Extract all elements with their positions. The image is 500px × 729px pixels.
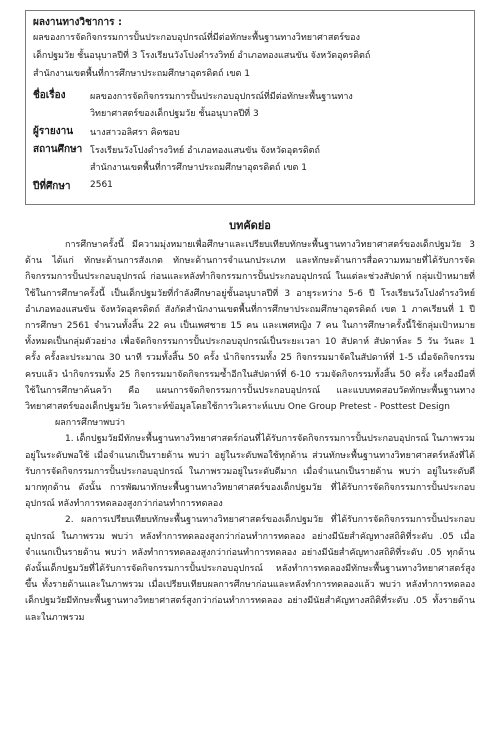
summary-title: ผลงานทางวิชาการ : bbox=[33, 17, 122, 28]
school-line-2: สำนักงานเขตพื้นที่การศึกษาประถมศึกษาอุตรดิตถ์ เขต 1 bbox=[90, 163, 307, 173]
result-paragraph-1: 1. เด็กปฐมวัยมีทักษะพื้นฐานทางวิทยาศาสตร์ก่อนที่ได้รับการจัดกิจกรรมการปั้นประกอบอุปกรณ์ ในภาพรวมอยู่ในระดับพอใช้ เมื่อจำแนกเป็นรายด้าน พบว่า อยู่ในระดับพอใช้ทุกด้าน ส่วนทักษะพื้นฐานทางวิทยาศาสตร์หลังที่ได้รับการจัดกิจกรรมการปั้นประกอบอุปกรณ์ ในภาพรวมอยู่ในระดับดีมาก เมื่อจำแนกเป็นรายด้าน พบว่า อยู่ในระดับดีมากทุกด้าน ดังนั้น การพัฒนาทักษะพื้นฐานทางวิทยาศาสตร์ของเด็กปฐมวัย ที่ได้รับการจัดกิจกรรมการปั้นประกอบอุปกรณ์ หลังทำการทดลองสูงกว่าก่อนทำการทดลอง bbox=[25, 434, 475, 510]
school-line-1: โรงเรียนวังโปงดำรงวิทย์ อำเภอทองแสนขัน จังหวัดอุตรดิตถ์ bbox=[90, 146, 320, 156]
author-value: นางสาวอลิศรา คิดชอบ bbox=[90, 128, 180, 138]
topic-line-1: ผลของการจัดกิจกรรมการปั้นประกอบอุปกรณ์ที่มีต่อทักษะพื้นฐานทาง bbox=[90, 92, 353, 102]
year-value: 2561 bbox=[90, 180, 113, 190]
abstract-title: บทคัดย่อ bbox=[229, 219, 271, 232]
abstract-body bbox=[25, 237, 475, 626]
abstract-paragraph: การศึกษาครั้งนี้ มีความมุ่งหมายเพื่อศึกษาและเปรียบเทียบทักษะพื้นฐานทางวิทยาศาสตร์ของเด็กปฐมวัย 3 ด้าน ได้แก่ ทักษะด้านการสังเกต ทักษะด้านการจำแนกประเภท และทักษะด้านการสื่อความหมายที่ได้รับการจัดกิจกรรมการปั้นประกอบอุปกรณ์ ก่อนและหลังทำกิจกรรมการปั้นประกอบอุปกรณ์ ในแต่ละช่วงสัปดาห์ กลุ่มเป้าหมายที่ใช้ในการศึกษาครั้งนี้ เป็นเด็กปฐมวัยที่กำลังศึกษาอยู่ชั้นอนุบาลปีที่ 3 อายุระหว่าง 5-6 ปี โรงเรียนวังโปงดำรงวิทย์ อำเภอทองแสนขัน จังหวัดอุตรดิตถ์ สังกัดสำนักงานเขตพื้นที่การศึกษาประถมศึกษาอุตรดิตถ์ เขต 1 ภาคเรียนที่ 1 ปีการศึกษา 2561 จำนวนทั้งสิ้น 22 คน เป็นเพศชาย 15 คน และเพศหญิง 7 คน ในการศึกษาครั้งนี้ใช้กลุ่มเป้าหมายทั้งหมดเป็นกลุ่มตัวอย่าง เพื่อจัดกิจกรรมการปั้นประกอบอุปกรณ์เป็นระยะเวลา 10 สัปดาห์ สัปดาห์ละ 5 วัน วันละ 1 ครั้ง ครั้งละประมาณ 30 นาที รวมทั้งสิ้น 50 ครั้ง นำกิจกรรมทั้ง 25 กิจกรรมมาจัดในสัปดาห์ที่ 1-5 เมื่อจัดกิจกรรมครบแล้ว นำกิจกรรมทั้ง 25 กิจกรรมมาจัดกิจกรรมซ้ำอีกในสัปดาห์ที่ 6-10 รวมจัดกิจกรรมทั้งสิ้น 50 ครั้ง เครื่องมือที่ใช้ในการศึกษาค้นคว้า คือ แผนการจัดกิจกรรมการปั้นประกอบอุปกรณ์ และแบบทดสอบวัดทักษะพื้นฐานทางวิทยาศาสตร์ของเด็กปฐมวัย วิเคราะห์ข้อมูลโดยใช้การวิเคราะห์แบบ One Group Pretest - Posttest Design bbox=[25, 240, 475, 413]
result-paragraph-2: 2. ผลการเปรียบเทียบทักษะพื้นฐานทางวิทยาศาสตร์ของเด็กปฐมวัย ที่ได้รับการจัดกิจกรรมการปั้นประกอบอุปกรณ์ ในภาพรวม พบว่า หลังทำการทดลองสูงกว่าก่อนทำการทดลอง อย่างมีนัยสำคัญทางสถิติที่ระดับ .05 เมื่อจำแนกเป็นรายด้าน พบว่า หลังทำการทดลองสูงกว่าก่อนทำการทดลอง อย่างมีนัยสำคัญทางสถิติที่ระดับ .05 ทุกด้าน ดังนั้นเด็กปฐมวัยที่ได้รับการจัดกิจกรรมการปั้นประกอบอุปกรณ์ หลังทำการทดลองมีทักษะพื้นฐานทางวิทยาศาสตร์สูงขึ้น ทั้งรายด้านและในภาพรวม เมื่อเปรียบเทียบผลการศึกษาก่อนและหลังทำการทดลองแล้ว พบว่า หลังทำการทดลองเด็กปฐมวัยมีทักษะพื้นฐานทางวิทยาศาสตร์สูงกว่าก่อนทำการทดลอง อย่างมีนัยสำคัญทางสถิติที่ระดับ .05 ทั้งรายด้านและในภาพรวม bbox=[25, 515, 475, 623]
summary-line-1: ผลของการจัดกิจกรรมการปั้นประกอบอุปกรณ์ที่มีต่อทักษะพื้นฐานทางวิทยาศาสตร์ของ bbox=[33, 33, 360, 43]
summary-line-2: เด็กปฐมวัย ชั้นอนุบาลปีที่ 3 โรงเรียนวังโปงดำรงวิทย์ อำเภอทองแสนขัน จังหวัดอุตรดิตถ์ bbox=[33, 51, 371, 61]
school-label: สถานศึกษา bbox=[33, 144, 83, 155]
year-label: ปีที่ศึกษา bbox=[33, 181, 71, 192]
topic-line-2: วิทยาศาสตร์ของเด็กปฐมวัย ชั้นอนุบาลปีที่ 3 bbox=[90, 109, 259, 119]
topic-label: ชื่อเรื่อง bbox=[33, 90, 66, 101]
results-heading: ผลการศึกษาพบว่า bbox=[55, 418, 126, 429]
summary-line-3: สำนักงานเขตพื้นที่การศึกษาประถมศึกษาอุตรดิตถ์ เขต 1 bbox=[33, 69, 250, 79]
author-label: ผู้รายงาน bbox=[33, 126, 74, 137]
